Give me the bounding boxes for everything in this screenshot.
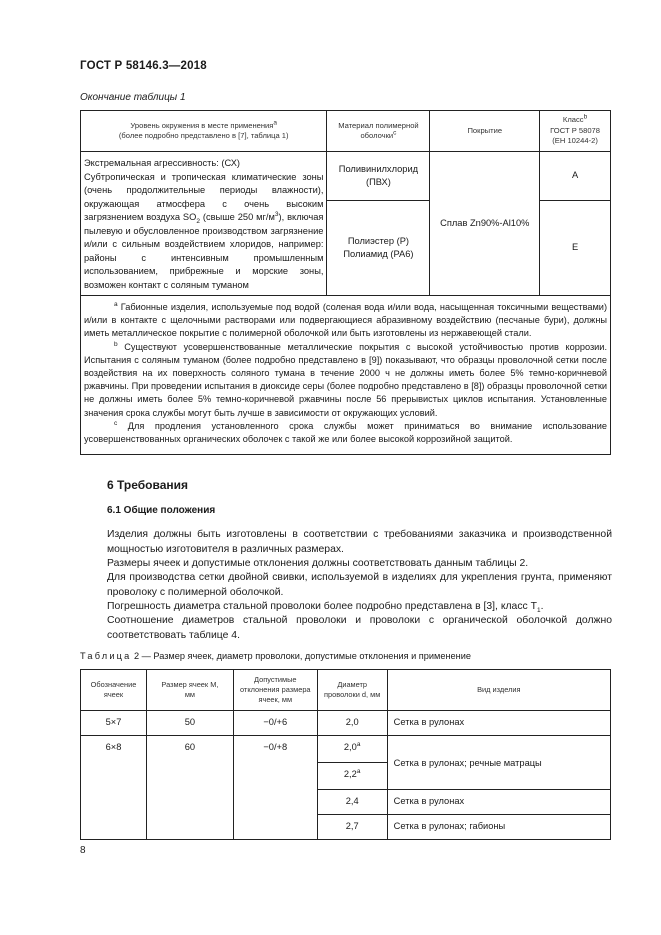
- t2-r2-designation: 6×8: [81, 736, 147, 840]
- t2-diameter-2-0: 2,0$^a$: [317, 736, 387, 763]
- t2-r2-tolerance: −0/+8: [233, 736, 317, 840]
- t1-class-e: Е: [540, 201, 611, 296]
- t1-material-pvc: Поливинилхлорид (ПВХ): [327, 152, 430, 201]
- table-2-caption: Таблица 2 — Размер ячеек, диаметр проволоки, допустимые отклонения и применение: [80, 651, 471, 661]
- t2-r1-size: 50: [146, 711, 233, 736]
- t2-header-tolerance: Допустимые отклонения размера ячеек, мм: [233, 670, 317, 711]
- footnote-a: $^a$ Габионные изделия, используемые под водой (соленая вода и/или вода, насыщенная токсичными веществами) и/или в контакте с щелочными растворами или подвергающиеся абразивному воздействию (песчаные бури), должны иметь металлическое покрытие с полимерной оболочкой или быть изготовлены из нержавеющей стали.: [84, 300, 607, 339]
- t2-product-mats: Сетка в рулонах; речные матрацы: [387, 736, 610, 790]
- t2-r1-diameter: 2,0: [317, 711, 387, 736]
- paragraph-5: Соотношение диаметров стальной проволоки и проволоки с органической оболочкой должно соответствовать таблице 4.: [107, 615, 612, 641]
- table-row: [81, 736, 611, 763]
- t1-header-class: Класс$^b$ ГОСТ Р 58078 (ЕН 10244-2): [540, 111, 611, 152]
- t2-header-designation: Обозначение ячеек: [81, 670, 147, 711]
- t1-class-a: А: [540, 152, 611, 201]
- footnote-c: $^c$ Для продления установленного срока службы может приниматься во внимание использование усовершенствованных органических оболочек с такой же или более высокой коррозийной защитой.: [84, 419, 607, 445]
- t1-footnotes: [81, 296, 611, 455]
- t2-r2-size: 60: [146, 736, 233, 840]
- table-continuation-label: Окончание таблицы 1: [80, 92, 186, 103]
- paragraph-4: Погрешность диаметра стальной проволоки более подробно представлена в [3], класс $Т_1$.: [107, 601, 544, 615]
- t1-coating-value: Сплав Zn90%-Al10%: [430, 152, 540, 296]
- t2-product-rolls: Сетка в рулонах: [387, 790, 610, 815]
- paragraph-2: Размеры ячеек и допустимые отклонения должны соответствовать данным таблицы 2.: [107, 558, 529, 569]
- t2-diameter-2-2: 2,2$^a$: [317, 763, 387, 790]
- t1-header-material: Материал полимерной оболочки$^c$: [327, 111, 430, 152]
- t2-r1-product: Сетка в рулонах: [387, 711, 610, 736]
- t2-header-diameter: Диаметр проволоки d, мм: [317, 670, 387, 711]
- section-6-1-title: 6.1 Общие положения: [107, 505, 216, 516]
- t2-header-size: Размер ячеек М, мм: [146, 670, 233, 711]
- t2-r1-designation: 5×7: [81, 711, 147, 736]
- document-header: ГОСТ Р 58146.3—2018: [80, 60, 207, 72]
- footnote-b: $^b$ Существуют усовершенствованные металлические покрытия с высокой устойчивостью против коррозии. Испытания с соляным туманом (более подробно представлено в [9]) показывают, что образцы проволочной сетки после воздействия на их поверхность соляного тумана в течение 2000 ч не должны иметь более 5% темно-коричневой ржавчины. При проведении испытания в диоксиде серы (более подробно представлено в [8]) образцы проволочной сетки не должны иметь более 5% темно-коричневой ржавчины после 56 прерывистых циклов испытания. Установленные значения срока службы могут быть лучше в зависимости от окружающих условий.: [84, 340, 607, 418]
- table-1: [80, 110, 611, 455]
- t2-product-gabions: Сетка в рулонах; габионы: [387, 815, 610, 840]
- t2-diameter-2-7: 2,7: [317, 815, 387, 840]
- t2-r1-tolerance: −0/+6: [233, 711, 317, 736]
- table-row: [81, 711, 611, 736]
- t1-environment-cell: Экстремальная агрессивность: (СХ) Субтропическая и тропическая климатические зоны (очень продолжительные периоды влажности), окружающая атмосфера с очень высоким загрязнением воздуха $SO_2$ (свыше 250 $мг/м^3$), включая пылевую и обусловленное производством загрязнение и/или с сильным воздействием хлоридов, например: районы с интенсивным промышленным использованием, прибрежные и морские зоны, возможен контакт с соляным туманом: [81, 152, 327, 296]
- t2-diameter-2-4: 2,4: [317, 790, 387, 815]
- t1-header-environment: Уровень окружения в месте применения$^a$ (более подробно представлено в [7], таблица 1): [81, 111, 327, 152]
- t2-header-product: Вид изделия: [387, 670, 610, 711]
- section-6-title: 6 Требования: [107, 478, 188, 492]
- t1-header-coating: Покрытие: [430, 111, 540, 152]
- t1-material-polyester: Полиэстер (Р) Полиамид (РА6): [327, 201, 430, 296]
- paragraph-1: Изделия должны быть изготовлены в соответствии с требованиями заказчика и производственной мощностью изготовителя в различных размерах.: [107, 529, 612, 555]
- page-number: 8: [80, 845, 86, 856]
- paragraph-3: Для производства сетки двойной свивки, используемой в изделиях для укрепления грунта, применяют проволоку с полимерной оболочкой.: [107, 572, 612, 598]
- table-2: [80, 669, 611, 840]
